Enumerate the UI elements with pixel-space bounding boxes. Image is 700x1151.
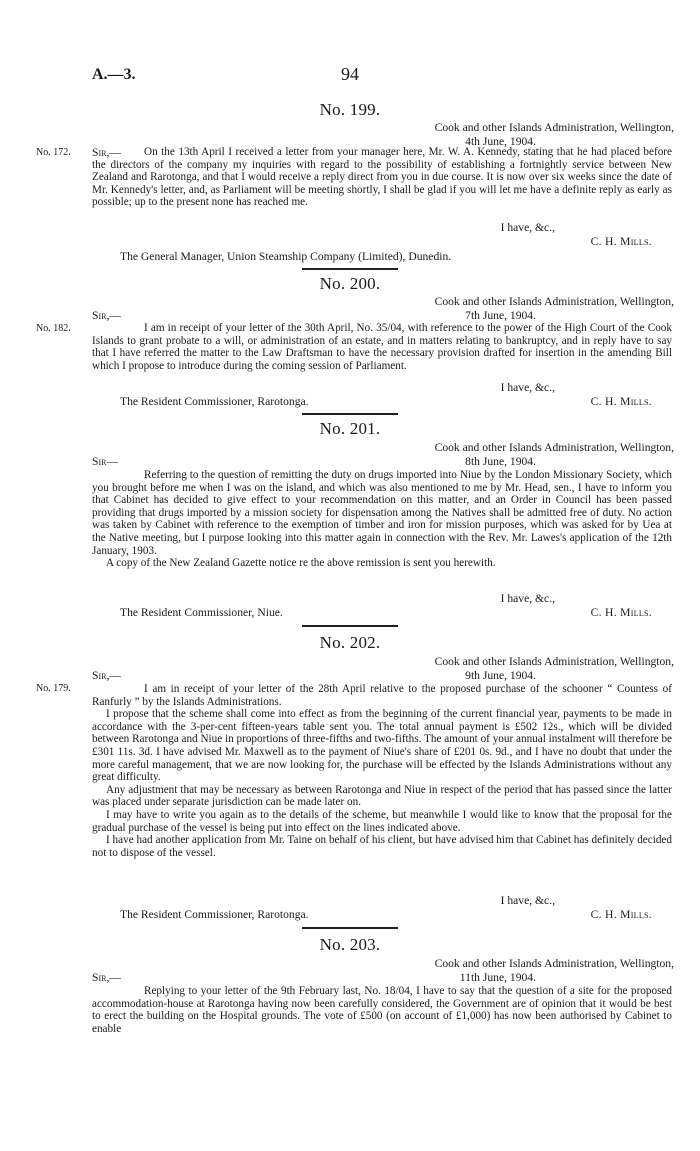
- sender-address: Cook and other Islands Administration, Wellington,: [434, 957, 674, 970]
- section-reference: A.—3.: [92, 66, 136, 83]
- salutation: Sir,—: [92, 971, 121, 984]
- letter-number: No. 201.: [319, 419, 381, 438]
- letter-date: 9th June, 1904.: [465, 669, 536, 682]
- recipient: The Resident Commissioner, Rarotonga.: [120, 395, 309, 408]
- sender-address: Cook and other Islands Administration, Wellington,: [434, 655, 674, 668]
- letter-body: [92, 146, 672, 209]
- closing: I have, &c.,: [500, 381, 555, 394]
- sender-address: Cook and other Islands Administration, Wellington,: [434, 295, 674, 308]
- closing: I have, &c.,: [500, 894, 555, 907]
- letter-number: No. 199.: [319, 100, 381, 119]
- paragraph: I am in receipt of your letter of the 30th April, No. 35/04, with reference to the power of the High Court of the Cook Islands to grant probate to a will, or administration of an estate, and in matters relating to bankruptcy, and in reply have to say that I have referred the matter to the Law Draftsman to have the necessary provision drafted for insertion in the amending Bill which I propose to introduce during the coming session of Parliament.: [92, 322, 672, 372]
- signature-wrap: [591, 235, 652, 249]
- signature: C. H. Mills.: [590, 395, 652, 408]
- salutation: Sir,—: [92, 309, 121, 322]
- paragraph: I am in receipt of your letter of the 28th April relative to the proposed purchase of the schooner “ Countess of Ranfurly ” by the Islands Administrations.: [92, 683, 672, 708]
- letter-body: [92, 985, 672, 1035]
- paragraph: A copy of the New Zealand Gazette notice re the above remission is sent you herewith.: [106, 557, 496, 570]
- divider-rule: [302, 268, 398, 270]
- sender-address: Cook and other Islands Administration, Wellington,: [434, 441, 674, 454]
- margin-reference: No. 182.: [36, 323, 71, 334]
- recipient: The Resident Commissioner, Niue.: [120, 606, 283, 619]
- paragraph: I propose that the scheme shall come into effect as from the beginning of the current financial year, payments to be made in accordance with the 3-per-cent fifteen-years table sent you. The total annual payment is £502 12s., which will be divided between Rarotonga and Niue in proportions of three-fifths and two-fifths. The amount of your annual instalment will therefore be £301 11s. 3d. I have advised Mr. Maxwell as to the payment of Niue's share of £201 0s. 9d., and I have no doubt that under the more careful management, that we are now looking for, the purchase will be effected by the Islands Administrations without any great difficulty.: [92, 708, 672, 784]
- paragraph: Referring to the question of remitting the duty on drugs imported into Niue by the London Missionary Society, which you brought before me when I was on the island, and which was also mentioned to me by Mr. Head, sen., I have to inform you that Cabinet has decided to give effect to your recommendation on this matter, and an Order in Council has been passed providing that drugs imported by a mission society for dispensation among the Natives shall be admitted free of duty. No action was taken by Cabinet with reference to the exemption of timber and iron for mission purposes, which was asked for by Uea at the Native meeting, but I purpose looking into this matter again in connection with the Rev. Mr. Lawes's application of the 12th January, 1903.: [92, 469, 672, 557]
- paragraph: Any adjustment that may be necessary as between Rarotonga and Niue in respect of the period that has passed since the latter was placed under separate jurisdiction can be made later on.: [92, 783, 672, 809]
- salutation: Sir,—: [92, 669, 121, 682]
- salutation: Sir—: [92, 455, 119, 468]
- sender-address: Cook and other Islands Administration, Wellington,: [434, 121, 674, 134]
- recipient: The Resident Commissioner, Rarotonga.: [120, 908, 309, 921]
- salutation: Sir,—: [92, 146, 121, 159]
- page-number: 94: [341, 64, 359, 84]
- signature-wrap: [591, 395, 652, 409]
- divider-rule: [302, 927, 398, 929]
- paragraph: I may have to write you again as to the details of the scheme, but meanwhile I would like to know that the proposal for the gradual purchase of the vessel is being put into effect on the lines indicated above.: [92, 808, 672, 834]
- divider-rule: [302, 413, 398, 415]
- signature: C. H. Mills.: [590, 606, 652, 619]
- margin-reference: No. 172.: [36, 147, 71, 158]
- signature-wrap: [591, 606, 652, 620]
- letter-number: No. 202.: [319, 633, 381, 652]
- divider-rule: [302, 625, 398, 627]
- letter-number: No. 200.: [319, 274, 381, 293]
- letter-date: 7th June, 1904.: [465, 309, 536, 322]
- closing: I have, &c.,: [500, 221, 555, 234]
- paragraph: On the 13th April I received a letter from your manager here, Mr. W. A. Kennedy, stating that he had placed before the directors of the company my inquiries with regard to the possibility of establishing a fortnightly service between New Zealand and Rarotonga, and that I would receive a reply direct from you in due course. It is now over six weeks since the date of Mr. Kennedy's letter, and, as Parliament will be meeting shortly, I shall be glad if you will let me have a definite reply as early as possible; up to the present none has reached me.: [92, 146, 672, 209]
- signature: C. H. Mills.: [590, 908, 652, 921]
- letter-body: [92, 683, 672, 859]
- paragraph: Replying to your letter of the 9th February last, No. 18/04, I have to say that the question of a site for the proposed accommodation-house at Rarotonga having now been carefully considered, the Government are of opinion that it would be best to erect the building on the Hospital grounds. The vote of £500 (on account of £1,000) has now been authorised by Cabinet to enable: [92, 985, 672, 1035]
- letter-date: 11th June, 1904.: [459, 971, 536, 984]
- letter-date: 4th June, 1904.: [465, 135, 536, 148]
- letter-date: 8th June, 1904.: [465, 455, 536, 468]
- letter-number: No. 203.: [319, 935, 381, 954]
- signature: C. H. Mills.: [590, 235, 652, 248]
- recipient: The General Manager, Union Steamship Company (Limited), Dunedin.: [120, 250, 452, 263]
- signature-wrap: [591, 908, 652, 922]
- paragraph: I have had another application from Mr. Taine on behalf of his client, but have advised him that Cabinet has definitely decided not to dispose of the vessel.: [92, 834, 672, 859]
- margin-reference: No. 179.: [36, 683, 71, 694]
- closing: I have, &c.,: [500, 592, 555, 605]
- letter-body: [92, 322, 672, 372]
- letter-body: [92, 469, 672, 570]
